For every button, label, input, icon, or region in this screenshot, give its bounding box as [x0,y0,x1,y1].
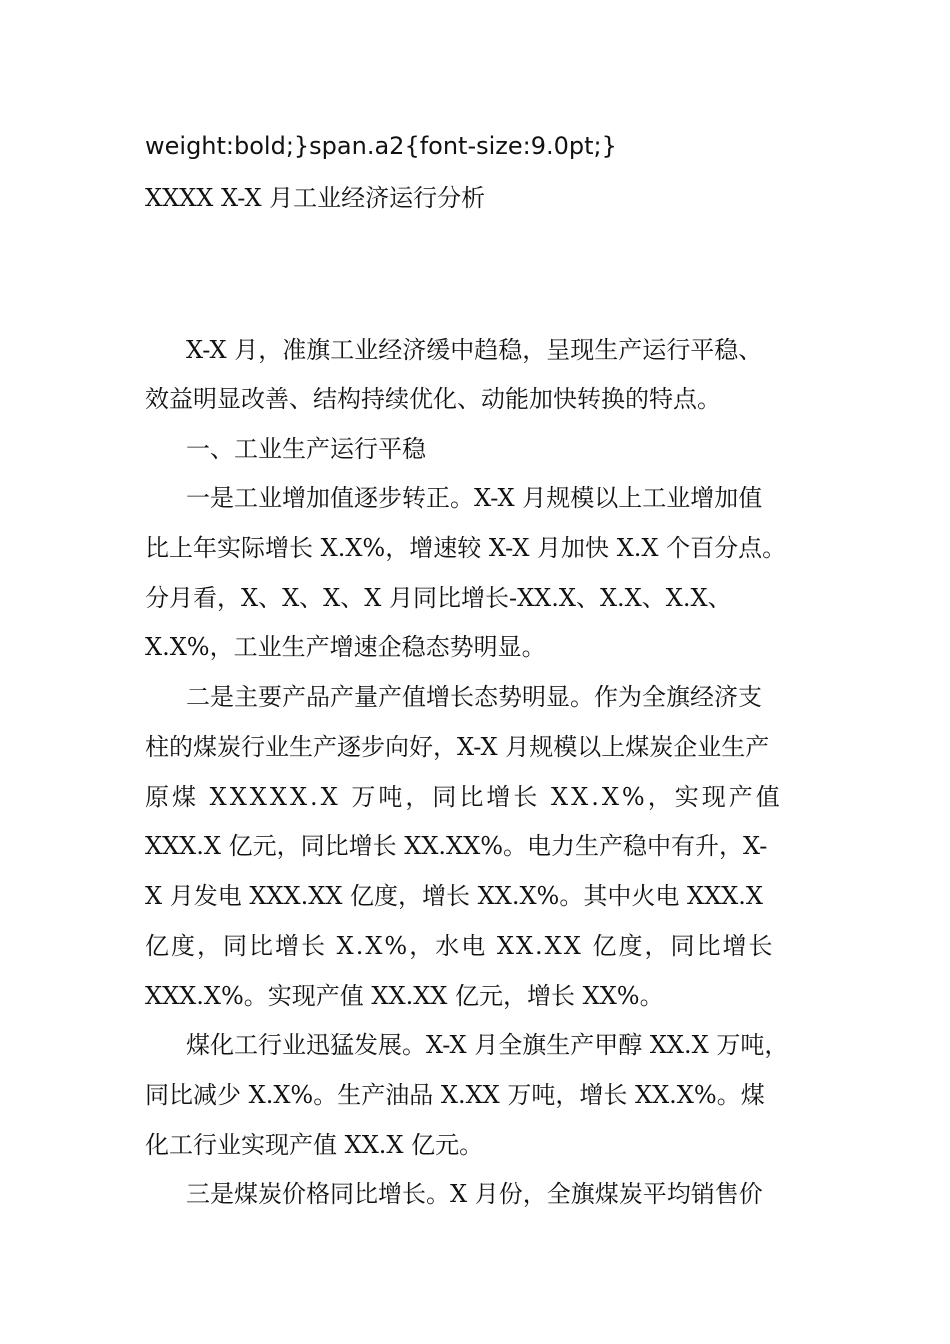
paragraph-line: 比上年实际增长 X.X%，增速较 X-X 月加快 X.X 个百分点。 [145,534,787,562]
section-heading: 一、工业生产运行平稳 [186,435,426,463]
paragraph-line: 效益明显改善、结构持续优化、动能加快转换的特点。 [145,385,721,413]
paragraph-line: 分月看，X、X、X、X 月同比增长-XX.X、X.X、X.X、 [145,584,732,612]
paragraph-line: 化工行业实现产值 XX.X 亿元。 [145,1131,484,1159]
paragraph-line: 一是工业增加值逐步转正。X-X 月规模以上工业增加值 [186,484,763,512]
paragraph-line: 同比减少 X.X%。生产油品 X.XX 万吨，增长 XX.X%。煤 [145,1081,765,1109]
paragraph-line: XXX.X 亿元，同比增长 XX.XX%。电力生产稳中有升，X- [145,832,768,860]
paragraph-line: 二是主要产品产量产值增长态势明显。作为全旗经济支 [186,683,762,711]
paragraph-line: 原煤 XXXXX.X 万吨，同比增长 XX.X%，实现产值 [145,783,783,811]
paragraph-line: 煤化工行业迅猛发展。X-X 月全旗生产甲醇 XX.X 万吨， [186,1031,789,1059]
paragraph-line: X-X 月，准旗工业经济缓中趋稳，呈现生产运行平稳、 [186,336,763,364]
paragraph-line: 亿度，同比增长 X.X%，水电 XX.XX 亿度，同比增长 [145,932,775,960]
paragraph-line: 三是煤炭价格同比增长。X 月份，全旗煤炭平均销售价 [186,1180,763,1208]
document-title: XXXX X-X 月工业经济运行分析 [145,184,486,212]
paragraph-line: XXX.X%。实现产值 XX.XX 亿元，增长 XX%。 [145,982,664,1010]
paragraph-line: 柱的煤炭行业生产逐步向好，X-X 月规模以上煤炭企业生产 [145,733,770,761]
paragraph-line: X 月发电 XXX.XX 亿度，增长 XX.X%。其中火电 XXX.X [145,882,763,910]
paragraph-line: X.X%，工业生产增速企稳态势明显。 [145,633,546,661]
css-residue-text: weight:bold;}span.a2{font-size:9.0pt;} [145,132,617,160]
